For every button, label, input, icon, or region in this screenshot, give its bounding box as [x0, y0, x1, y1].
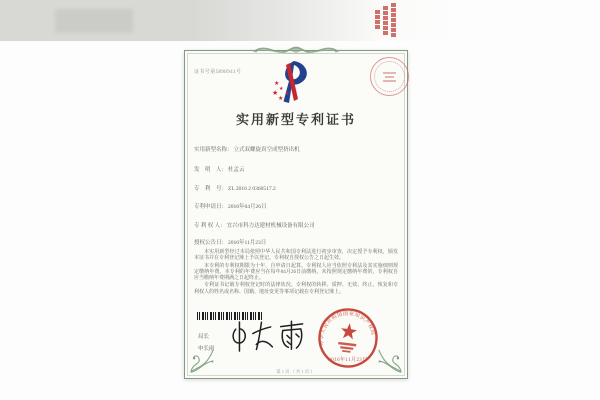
commissioner-name: 申长雨: [198, 346, 215, 352]
patent-office-logo-icon: [271, 59, 317, 107]
red-stamp-column: [391, 3, 396, 37]
commissioner-title: 局长: [198, 334, 210, 340]
corner-flourish-icon: [376, 347, 404, 375]
guilloche-ornament-icon: [251, 41, 341, 59]
svg-text:★: ★: [274, 81, 280, 87]
svg-text:★: ★: [279, 87, 284, 92]
field-label: 专 利 号：: [194, 186, 228, 192]
field-value: 杜孟云: [228, 167, 245, 173]
field-value: 立式双螺旋真空成型挤出机: [233, 147, 300, 153]
svg-text:★: ★: [285, 92, 290, 97]
certificate-title: 实用新型专利证书: [235, 112, 356, 127]
seal-date: 2016年11月23日: [328, 358, 368, 363]
paragraph: 本实用新型经过本局依照中华人民共和国专利法进行初步审查，决定授予专利权，颁发本证书并在专利登记簿上予以登记。专利权自授权公告之日起生效。: [194, 250, 398, 262]
field-value: ZL 2016 2 0360517.2: [228, 186, 276, 192]
svg-text:★: ★: [278, 96, 284, 102]
certificate-sheet: [184, 50, 408, 379]
field-inventor: [194, 165, 399, 173]
certificate-number: 证书号第5898941号: [194, 70, 242, 75]
field-patent-number: [194, 184, 399, 192]
field-label: 专利申请日：: [194, 204, 228, 210]
photo-gray-patch: [55, 9, 133, 33]
red-stamp-column: [375, 10, 380, 37]
paragraph: 专利证书记载专利权登记时的法律状况。专利权的转移、质押、无效、终止、恢复和专利权人的姓名或名称、国籍、地址变更等事项记载在专利登记簿上。: [194, 283, 398, 295]
field-grant-date: [194, 238, 399, 246]
field-value: 2016年11月23日: [228, 240, 267, 246]
paragraph: 本专利的专利权期限为十年，自申请日起算。专利权人应当依照专利法及其实施细则规定缴纳年费。本专利的年费应当在每年04月26日前缴纳。未按照规定缴纳年费的，专利权自应当缴纳年费期满之日起终止。: [194, 263, 398, 282]
field-label: 发 明 人：: [194, 167, 228, 173]
field-label: 实用新型名称：: [194, 147, 233, 153]
svg-text:★: ★: [272, 89, 279, 97]
field-patentee: [194, 221, 399, 229]
commissioner-signature: [229, 318, 309, 356]
seal-star-icon: [340, 322, 358, 340]
field-label: 授权公告日：: [194, 240, 228, 246]
legal-paragraphs: [194, 250, 398, 297]
corner-flourish-icon: [188, 347, 216, 375]
field-value: 宜兴市科力达建材机械设备有限公司: [226, 223, 315, 229]
field-label: 专 利 权 人：: [194, 223, 226, 229]
red-stamp-column: [383, 6, 388, 37]
field-value: 2016年04月26日: [228, 204, 267, 210]
red-stamp-marks: [375, 3, 396, 37]
seal-ring-text: 中华人民共和国国家知识产权局: [320, 311, 376, 346]
faded-red-stamp-icon: [370, 57, 409, 96]
field-filing-date: [194, 202, 399, 210]
page-indicator: 第1页（共1页）: [276, 369, 316, 374]
field-utility-model-name: [194, 145, 399, 153]
